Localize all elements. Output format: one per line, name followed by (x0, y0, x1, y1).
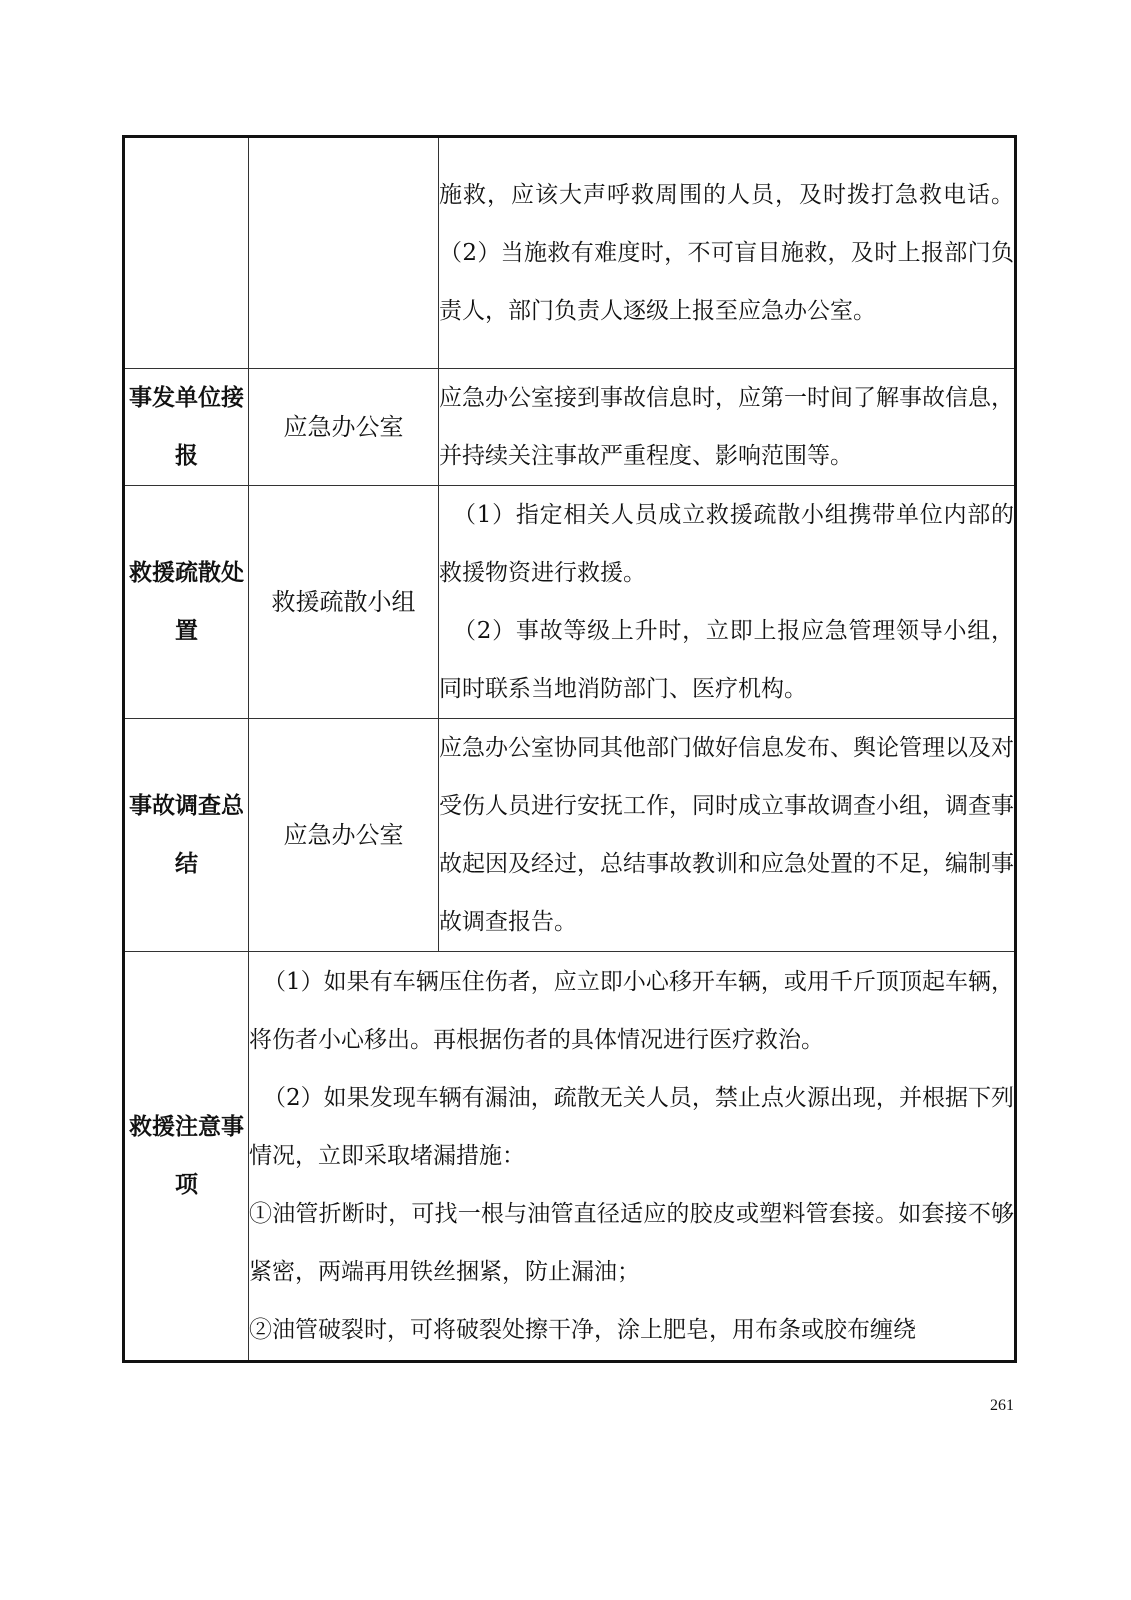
description-cell (439, 719, 1016, 952)
description-text: 应急办公室接到事故信息时，应第一时间了解事故信息，并持续关注事故严重程度、影响范围等。 (439, 385, 1014, 469)
department-cell: 应急办公室 (249, 369, 439, 486)
description-text: 应急办公室协同其他部门做好信息发布、舆论管理以及对受伤人员进行安抚工作，同时成立事故调查小组，调查事故起因及经过，总结事故教训和应急处置的不足，编制事故调查报告。 (439, 735, 1014, 935)
stage-cell: 事发单位接报 (124, 369, 249, 486)
description-cell (439, 137, 1016, 369)
note-text: （2）如果发现车辆有漏油，疏散无关人员，禁止点火源出现，并根据下列情况，立即采取堵漏措施： (249, 1085, 1014, 1169)
note-text: ②油管破裂时，可将破裂处擦干净，涂上肥皂，用布条或胶布缠绕 (249, 1317, 916, 1343)
department-cell: 应急办公室 (249, 719, 439, 952)
emergency-response-table (122, 135, 1017, 1363)
note-text: ①油管折断时，可找一根与油管直径适应的胶皮或塑料管套接。如套接不够紧密，两端再用铁丝捆紧，防止漏油； (249, 1201, 1014, 1285)
table-row (124, 719, 1016, 952)
stage-cell: 救援疏散处置 (124, 486, 249, 719)
stage-cell: 救援注意事项 (124, 952, 249, 1362)
table-row (124, 486, 1016, 719)
description-cell (439, 369, 1016, 486)
table-row (124, 952, 1016, 1362)
page-number: 261 (990, 1397, 1014, 1414)
description-cell (439, 486, 1016, 719)
description-text: （2）事故等级上升时，立即上报应急管理领导小组，同时联系当地消防部门、医疗机构。 (439, 618, 1014, 702)
stage-cell (124, 137, 249, 369)
notes-cell (249, 952, 1016, 1362)
stage-cell: 事故调查总结 (124, 719, 249, 952)
table-row (124, 369, 1016, 486)
department-cell: 救援疏散小组 (249, 486, 439, 719)
note-text: （1）如果有车辆压住伤者，应立即小心移开车辆，或用千斤顶顶起车辆，将伤者小心移出。再根据伤者的具体情况进行医疗救治。 (249, 969, 1014, 1053)
description-text: 施救，应该大声呼救周围的人员，及时拨打急救电话。（2）当施救有难度时，不可盲目施救，及时上报部门负责人，部门负责人逐级上报至应急办公室。 (439, 182, 1014, 324)
description-text: （1）指定相关人员成立救援疏散小组携带单位内部的救援物资进行救援。 (439, 502, 1014, 586)
department-cell (249, 137, 439, 369)
table-row (124, 137, 1016, 369)
